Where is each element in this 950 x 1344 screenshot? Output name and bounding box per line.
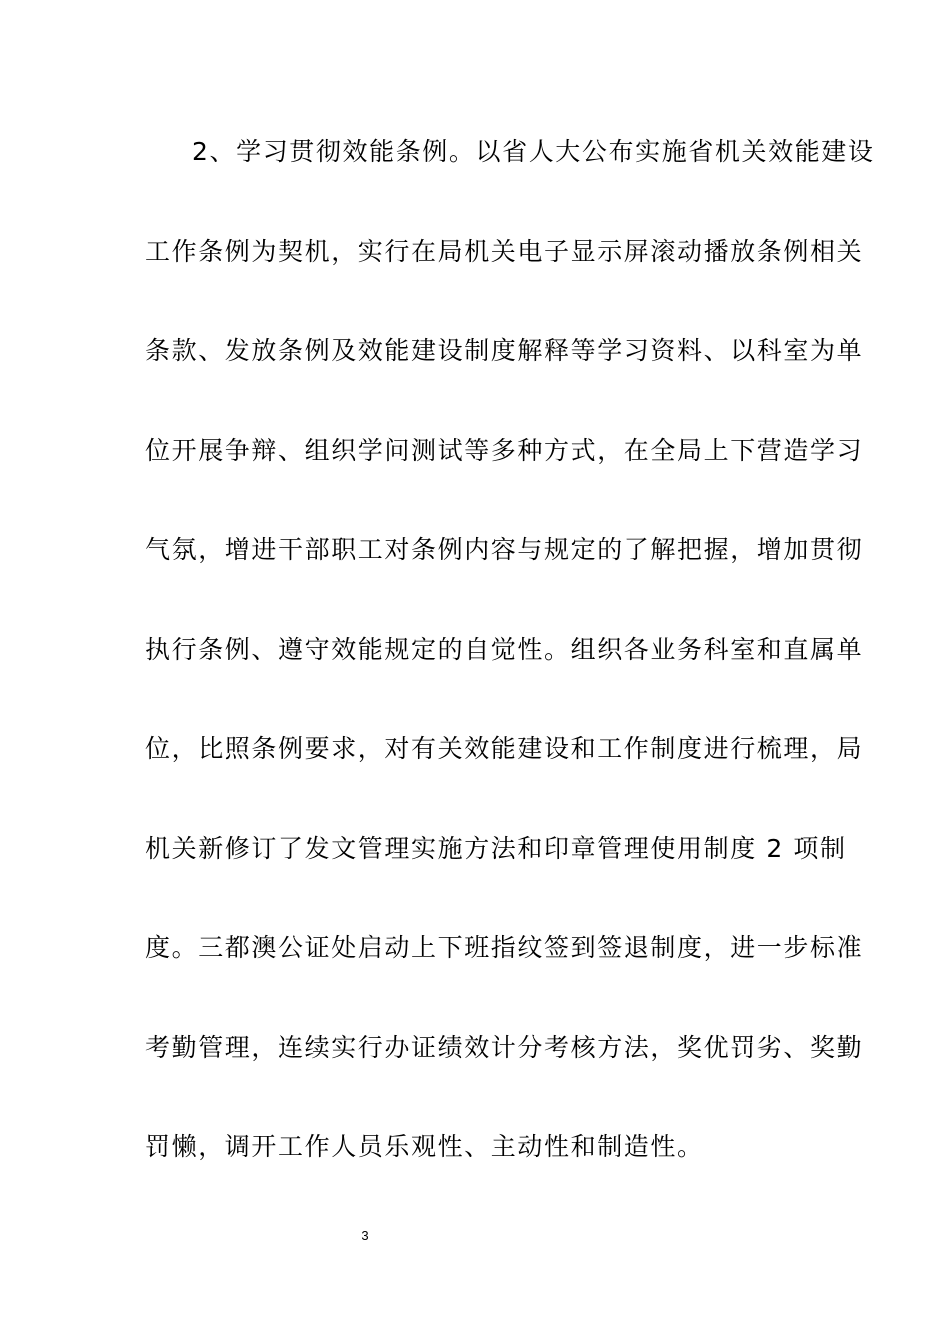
paragraph-line-6: 执行条例、遵守效能规定的自觉性。组织各业务科室和直属单 <box>145 634 864 664</box>
paragraph <box>145 127 875 1222</box>
paragraph-line-3: 条款、发放条例及效能建设制度解释等学习资料、以科室为单 <box>145 336 864 365</box>
paragraph-line-7: 位，比照条例要求，对有关效能建设和工作制度进行梳理，局 <box>145 734 864 763</box>
paragraph-line-2: 工作条例为契机，实行在局机关电子显示屏滚动播放条例相关 <box>145 236 864 266</box>
paragraph-line-1: 2、学习贯彻效能条例。以省人大公布实施省机关效能建设 <box>192 137 875 166</box>
page-number: 3 <box>361 1228 369 1243</box>
paragraph-line-8: 机关新修订了发文管理实施方法和印章管理使用制度 2 项制 <box>145 833 847 863</box>
paragraph-line-4: 位开展争辩、组织学问测试等多种方式，在全局上下营造学习 <box>145 435 864 465</box>
paragraph-line-10: 考勤管理，连续实行办证绩效计分考核方法，奖优罚劣、奖勤 <box>145 1032 864 1062</box>
paragraph-line-11: 罚懒，调开工作人员乐观性、主动性和制造性。 <box>145 1132 704 1161</box>
paragraph-line-9: 度。三都澳公证处启动上下班指纹签到签退制度，进一步标准 <box>145 933 864 962</box>
paragraph-line-5: 气氛，增进干部职工对条例内容与规定的了解把握，增加贯彻 <box>145 535 864 564</box>
